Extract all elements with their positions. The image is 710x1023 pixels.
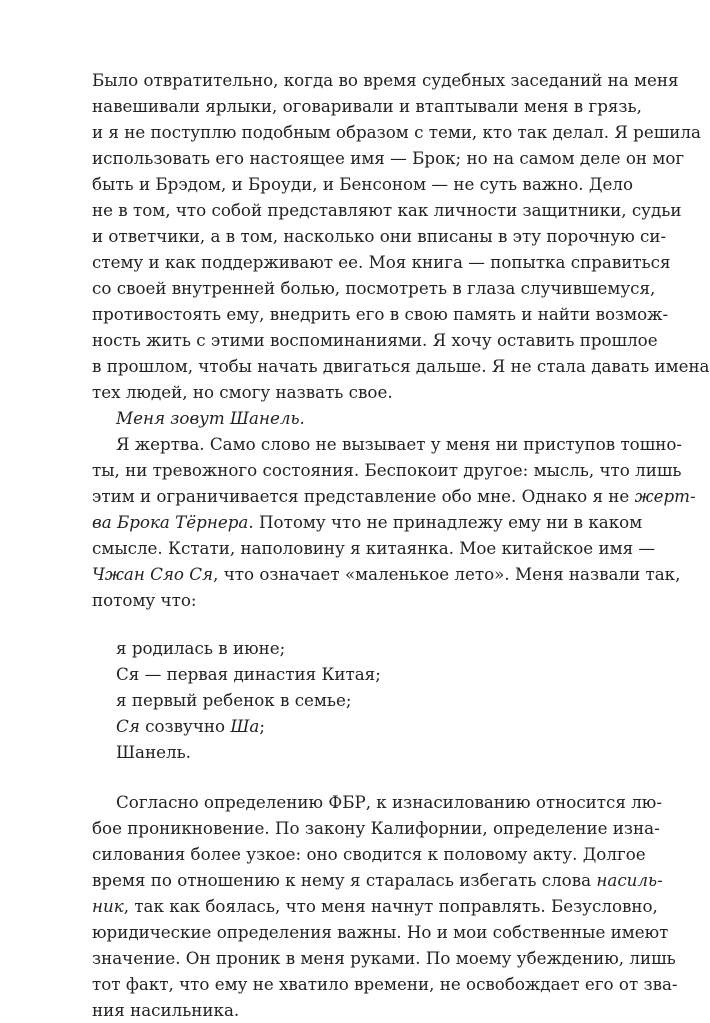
text-line: смысле. Кстати, наполовину я китаянка. Мое китайское имя — — [92, 538, 656, 558]
text-line: противостоять ему, внедрить его в свою память и найти возмож- — [92, 304, 669, 324]
text-line: тот факт, что ему не хватило времени, не освобождает его от зва- — [92, 974, 678, 994]
text-line: Я жертва. Само слово не вызывает у меня ни приступов тошно- — [116, 434, 683, 454]
verse-line: Ся — первая династия Китая; — [116, 664, 381, 684]
text-line: со своей внутренней болью, посмотреть в глаза случившемуся, — [92, 278, 656, 298]
text-line: юридические определения важны. Но и мои собственные имеют — [92, 922, 669, 942]
text-line: стему и как поддерживают ее. Моя книга — попытка справиться — [92, 252, 671, 272]
verse-line: я родилась в июне; — [116, 638, 286, 658]
text-line: Чжан Сяо Ся, что означает «маленькое лето». Меня назвали так, — [92, 564, 681, 584]
text-line: Было отвратительно, когда во время судебных заседаний на меня — [92, 70, 679, 90]
verse-line: Шанель. — [116, 742, 191, 762]
text-line: ты, ни тревожного состояния. Беспокоит другое: мысль, что лишь — [92, 460, 682, 480]
text-line: ва Брока Тёрнера. Потому что не принадлежу ему ни в каком — [92, 512, 643, 532]
text-line: навешивали ярлыки, оговаривали и втаптывали меня в грязь, — [92, 96, 642, 116]
text-line: и я не поступлю подобным образом с теми, кто так делал. Я решила — [92, 122, 701, 142]
text-line: этим и ограничивается представление обо мне. Однако я не жерт- — [92, 486, 696, 506]
text-line: ния насильника. — [92, 1000, 240, 1020]
text-line: тех людей, но смогу назвать свое. — [92, 382, 393, 402]
text-line: бое проникновение. По закону Калифорнии, определение изна- — [92, 818, 660, 838]
text-line: ник, так как боялась, что меня начнут поправлять. Безусловно, — [92, 896, 658, 916]
text-line: не в том, что собой представляют как личности защитники, судьи — [92, 200, 682, 220]
text-line: быть и Брэдом, и Броуди, и Бенсоном — не суть важно. Дело — [92, 174, 633, 194]
text-line: в прошлом, чтобы начать двигаться дальше. Я не стала давать имена — [92, 356, 710, 376]
text-line: и ответчики, а в том, насколько они вписаны в эту порочную си- — [92, 226, 667, 246]
text-line: значение. Он проник в меня руками. По моему убеждению, лишь — [92, 948, 676, 968]
text-line: силования более узкое: оно сводится к половому акту. Долгое — [92, 844, 646, 864]
text-line: Меня зовут Шанель. — [116, 408, 305, 428]
text-line: использовать его настоящее имя — Брок; но на самом деле он мог — [92, 148, 685, 168]
verse-line: я первый ребенок в семье; — [116, 690, 352, 710]
text-line: Согласно определению ФБР, к изнасилованию относится лю- — [116, 792, 662, 812]
verse-line: Ся созвучно Ша; — [116, 716, 265, 736]
text-line: время по отношению к нему я старалась избегать слова насиль- — [92, 870, 663, 890]
text-line: ность жить с этими воспоминаниями. Я хочу оставить прошлое — [92, 330, 658, 350]
text-line: потому что: — [92, 590, 197, 610]
